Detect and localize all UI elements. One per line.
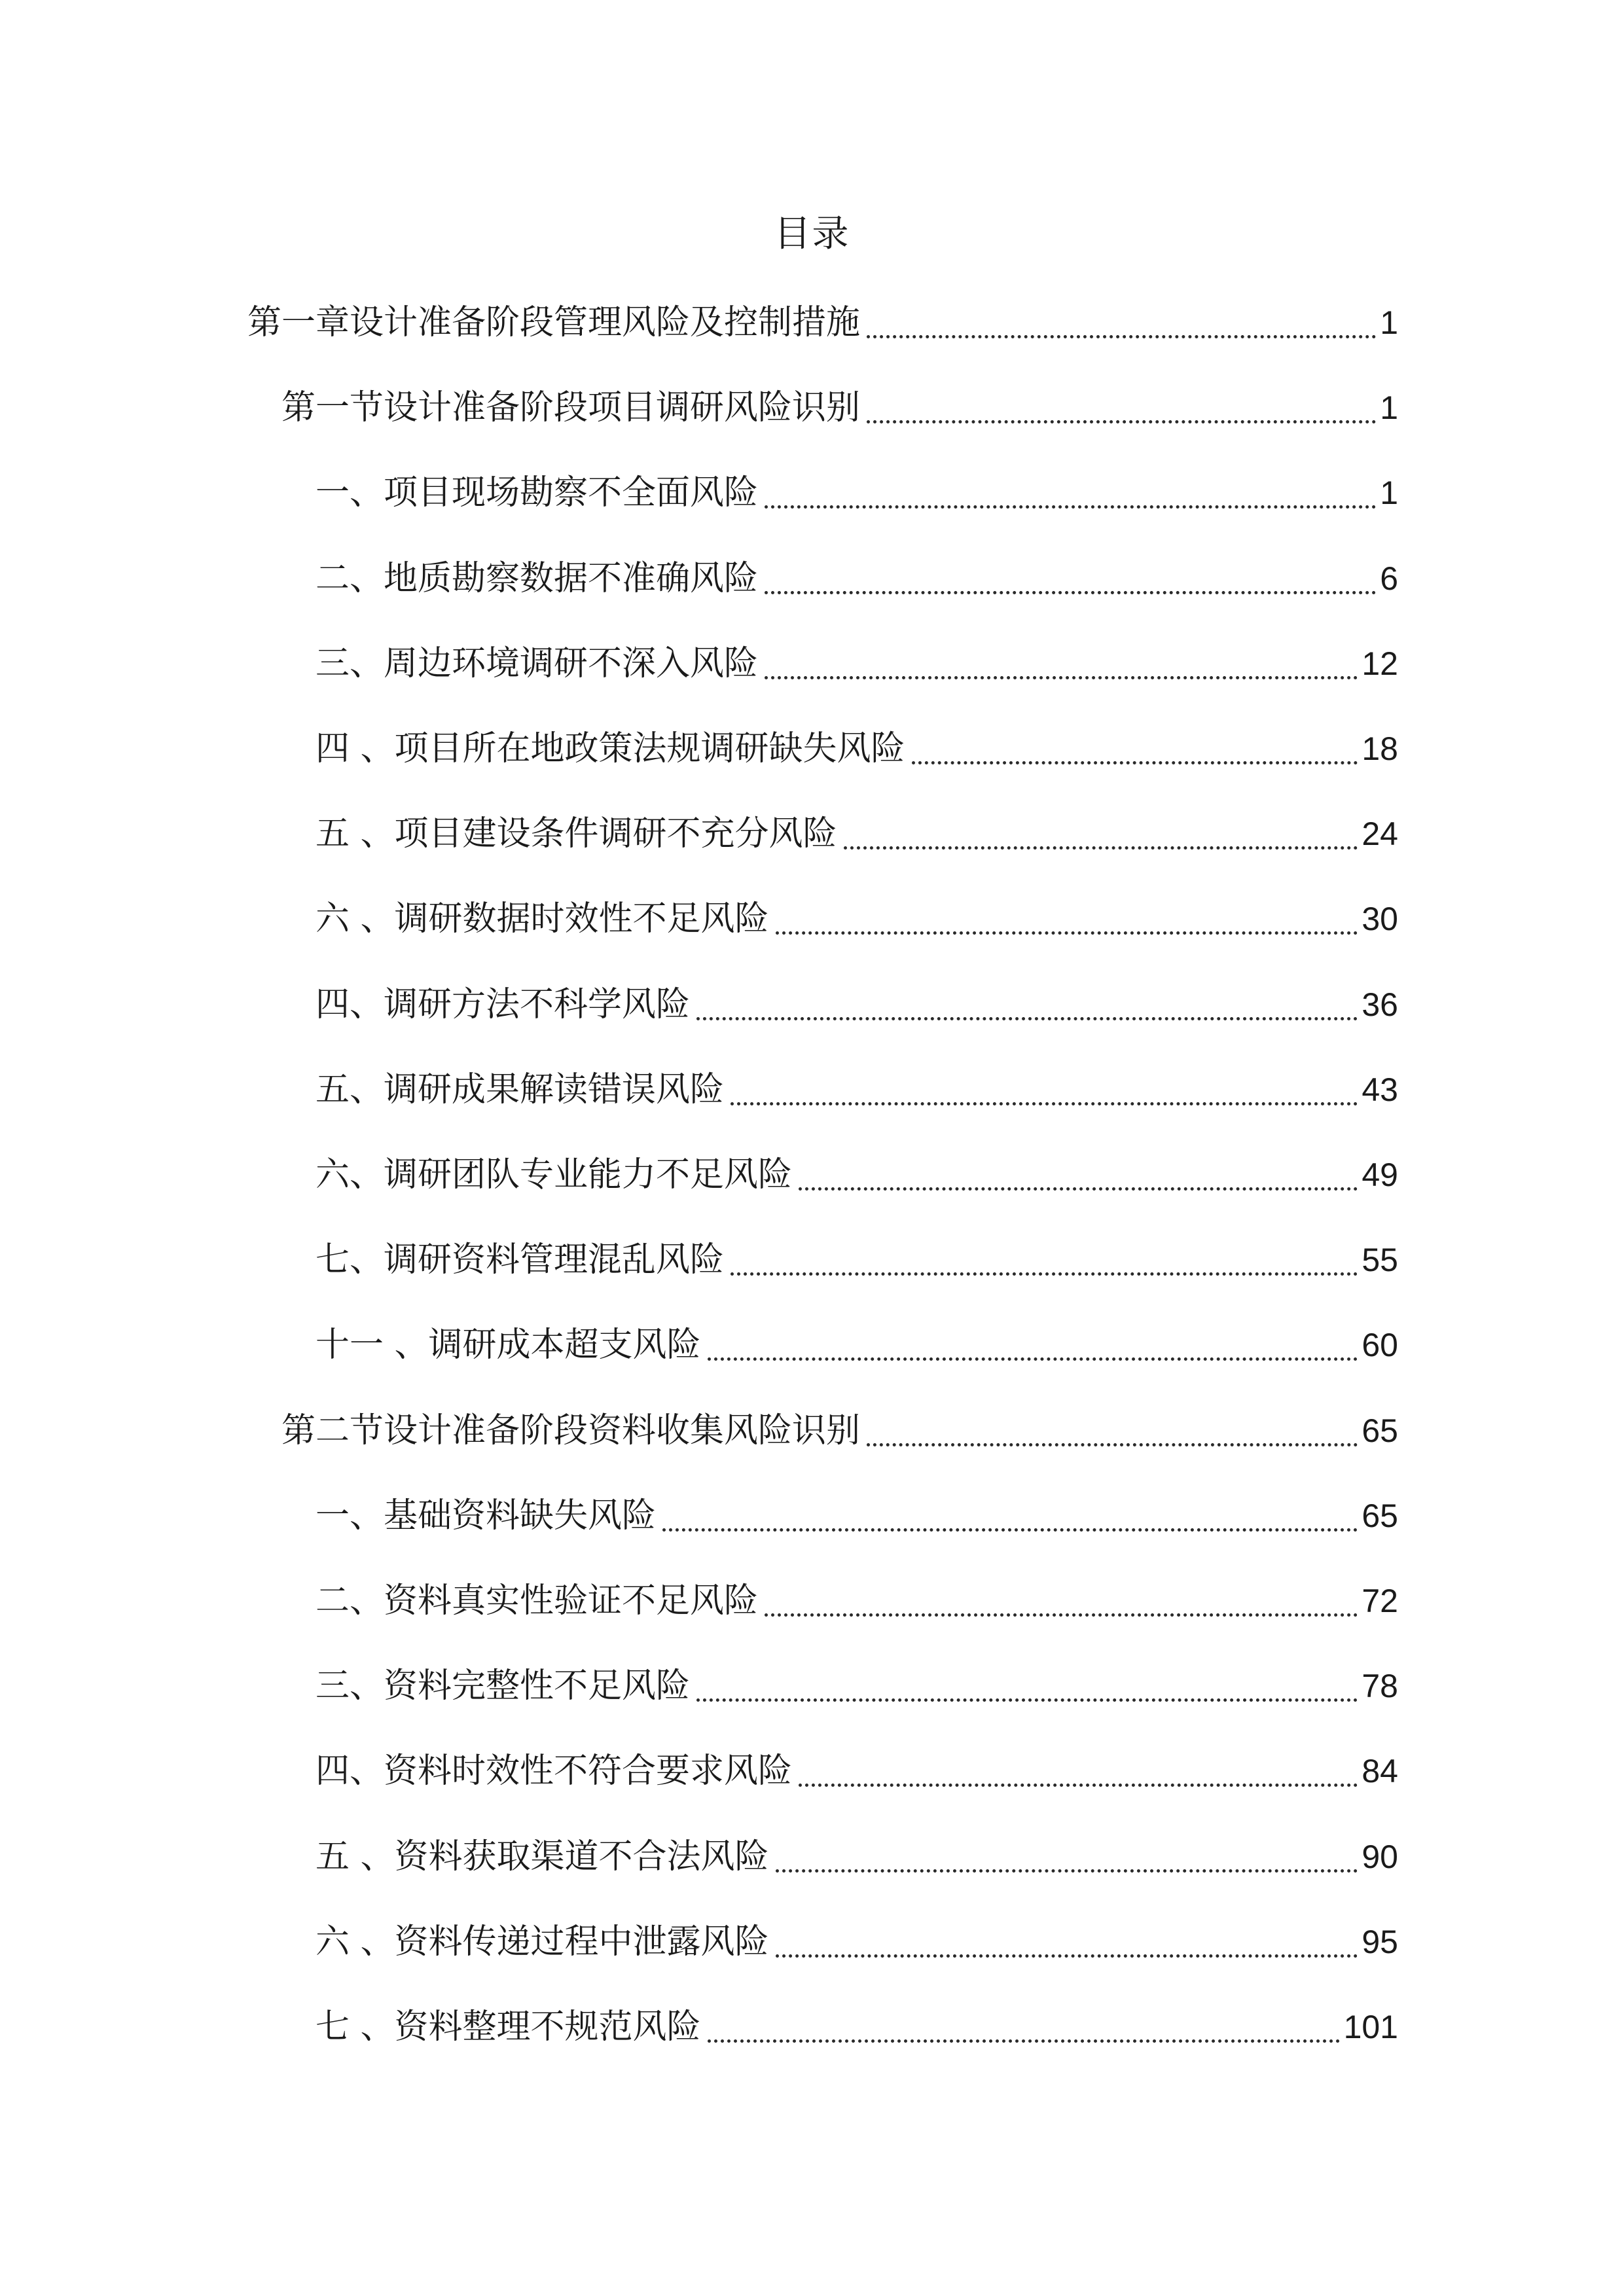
toc-entry-label: 二、资料真实性验证不足风险 [316, 1581, 759, 1621]
toc-entry-label: 五 、资料获取渠道不合法风险 [316, 1837, 769, 1876]
toc-entry[interactable] [281, 1405, 1398, 1457]
toc-entry[interactable] [316, 1745, 1398, 1797]
toc-dot-leader [696, 1660, 1358, 1712]
toc-entry-label: 六、调研团队专业能力不足风险 [316, 1155, 793, 1194]
toc-entry-label: 四、调研方法不科学风险 [316, 985, 691, 1024]
toc-dot-leader [765, 637, 1358, 690]
toc-entry[interactable] [316, 1575, 1398, 1627]
toc-entry-label: 四、资料时效性不符合要求风险 [316, 1751, 793, 1791]
toc-dot-leader [867, 382, 1376, 434]
toc-entry[interactable] [316, 893, 1398, 945]
toc-page-number: 60 [1362, 1327, 1398, 1363]
toc-dot-leader [912, 723, 1358, 775]
toc-page-number: 84 [1362, 1753, 1398, 1789]
toc-page-number: 36 [1362, 986, 1398, 1023]
toc-entry-label: 六 、调研数据时效性不足风险 [316, 899, 769, 939]
toc-dot-leader [776, 893, 1358, 945]
toc-page-number: 6 [1380, 560, 1398, 597]
toc-entry[interactable] [316, 637, 1398, 690]
toc-entry-label: 二、地质勘察数据不准确风险 [316, 559, 759, 598]
toc-dot-leader [867, 296, 1376, 349]
toc-entry-label: 五、调研成果解读错误风险 [316, 1070, 725, 1109]
toc-page-number: 65 [1362, 1412, 1398, 1449]
toc-page-number: 24 [1362, 816, 1398, 852]
toc-entry[interactable] [316, 1831, 1398, 1883]
toc-page-number: 65 [1362, 1498, 1398, 1534]
toc-dot-leader [696, 978, 1358, 1031]
toc-page-number: 49 [1362, 1157, 1398, 1193]
toc-entry[interactable] [281, 382, 1398, 434]
toc-page-number: 30 [1362, 901, 1398, 937]
toc-entry[interactable] [316, 1490, 1398, 1542]
toc-entry[interactable] [316, 723, 1398, 775]
toc-dot-leader [731, 1234, 1358, 1286]
toc-entry[interactable] [247, 296, 1398, 349]
toc-page-number: 78 [1362, 1668, 1398, 1704]
toc-dot-leader [867, 1405, 1358, 1457]
toc-dot-leader [799, 1745, 1358, 1797]
toc-entry-label: 七、调研资料管理混乱风险 [316, 1240, 725, 1280]
toc-page-number: 18 [1362, 730, 1398, 767]
toc-dot-leader [708, 1319, 1358, 1371]
toc-entry-label: 六 、资料传递过程中泄露风险 [316, 1922, 769, 1962]
toc-entry[interactable] [316, 2001, 1398, 2053]
toc-dot-leader [844, 808, 1358, 860]
toc-dot-leader [662, 1490, 1358, 1542]
toc-entry-label: 三、周边环境调研不深入风险 [316, 644, 759, 683]
toc-page-number: 90 [1362, 1839, 1398, 1875]
toc-entry[interactable] [316, 1149, 1398, 1201]
toc-entry-label: 一、基础资料缺失风险 [316, 1496, 657, 1535]
toc-entry[interactable] [316, 1660, 1398, 1712]
toc-entry[interactable] [316, 1234, 1398, 1286]
toc-page-number: 43 [1362, 1071, 1398, 1108]
toc-entry-label: 第二节设计准备阶段资料收集风险识别 [281, 1411, 861, 1450]
toc-dot-leader [731, 1064, 1358, 1116]
toc-entry[interactable] [316, 552, 1398, 605]
toc-page-number: 95 [1362, 1924, 1398, 1960]
toc-entry-label: 第一章设计准备阶段管理风险及控制措施 [247, 303, 861, 342]
toc-dot-leader [776, 1916, 1358, 1968]
toc-dot-leader [776, 1831, 1358, 1883]
toc-page-number: 72 [1362, 1583, 1398, 1619]
toc-entry-label: 五 、项目建设条件调研不充分风险 [316, 814, 837, 853]
toc-title: 目录 [774, 213, 850, 255]
toc-entry-label: 第一节设计准备阶段项目调研风险识别 [281, 388, 861, 427]
toc-dot-leader [708, 2001, 1340, 2053]
toc-page-number: 1 [1380, 475, 1398, 511]
toc-entry-label: 四 、项目所在地政策法规调研缺失风险 [316, 729, 905, 768]
toc-entry[interactable] [316, 1319, 1398, 1371]
toc-page-number: 1 [1380, 389, 1398, 426]
toc-entry[interactable] [316, 978, 1398, 1031]
toc-page-number: 101 [1343, 2009, 1398, 2045]
toc-dot-leader [765, 552, 1376, 605]
toc-entry-label: 七 、资料整理不规范风险 [316, 2007, 701, 2047]
toc-dot-leader [765, 1575, 1358, 1627]
toc-dot-leader [765, 467, 1376, 519]
toc-entry[interactable] [316, 1916, 1398, 1968]
toc-entry-label: 一、项目现场勘察不全面风险 [316, 473, 759, 512]
toc-page-number: 12 [1362, 645, 1398, 682]
toc-entry[interactable] [316, 467, 1398, 519]
toc-entry[interactable] [316, 808, 1398, 860]
toc-dot-leader [799, 1149, 1358, 1201]
toc-page-number: 55 [1362, 1242, 1398, 1278]
toc-entry-label: 十一 、调研成本超支风险 [316, 1325, 701, 1365]
toc-page-number: 1 [1380, 304, 1398, 341]
toc-entry-label: 三、资料完整性不足风险 [316, 1666, 691, 1706]
toc-entry[interactable] [316, 1064, 1398, 1116]
